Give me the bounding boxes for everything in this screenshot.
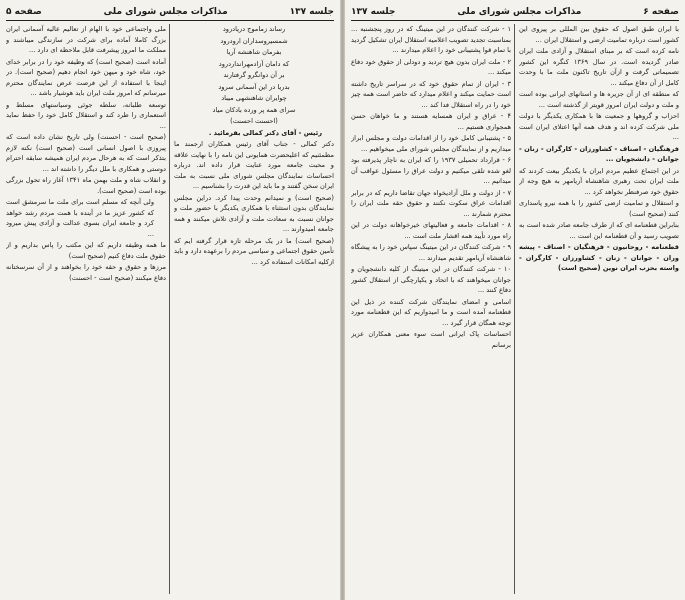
resolution-item: ۹ - شرکت کنندگان در این میتینگ سپاس خود را به پیشگاه شاهنشاه آریامهر تقدیم میدارند ... xyxy=(351,243,511,262)
speech-paragraph: ولی آنچه که مسلم است برای ملت ما سرمشق است که کشور عزیز ما در آینده با همت مردم رشد خواهد کرد و جامعه ایران بسوی عدالت و آزادی پیش میرود ... xyxy=(6,198,154,238)
speech-paragraph: بنابراین قطعنامه ای که از طرف جامعه صادر شده است به تصویب رسید و آن قطعنامه این است ... xyxy=(519,221,679,240)
right-page-header xyxy=(351,4,679,21)
speech-paragraph: با ایران طبق اصول که حقوق بین المللی بر پیروی این کشور است درباره تمامیت ارضی و استقلال ایران ... xyxy=(519,25,679,44)
left-page-columns xyxy=(6,24,334,594)
right-page-columns xyxy=(351,24,679,594)
poem-line: سرای همه پر ورده بادکان میاد xyxy=(212,105,296,114)
speech-paragraph: ما همه وظیفه داریم که این مکتب را پاس بداریم و از حقوق ملت دفاع کنیم (صحیح است) xyxy=(6,241,166,260)
left-page-session: جلسه ۱۳۷ xyxy=(289,7,334,17)
resolution-heading: قطعنامه - روحانیون - فرهنگیان - اصناف - پیشه وران - جوانان - زنان - کشاورزان - کارگران - واسته بحزب ایران نوین (صحیح است) xyxy=(519,243,679,272)
speech-paragraph: مرزها و حقوق و حقه خود را بخواهند و از آن سرسختانه دفاع میکنند (صحیح است - احسنت) xyxy=(6,263,166,282)
left-page-header xyxy=(6,4,334,21)
left-page-number: صفحه ۵ xyxy=(6,7,42,17)
poem-line: چوایران شاهنشهی میباد xyxy=(221,94,287,102)
right-page-left-column xyxy=(351,24,511,594)
speech-paragraph: نامه کرده است که بر مبنای استقلال و آزادی ملت ایران صادر گردیده است. در سال ۱۳۶۹ کنگره این کشور تصمیماتی گرفت و ازآن تاریخ تاکنون ملت ما با وحدت کامل از آن دفاع میکند ... xyxy=(519,47,679,87)
left-page xyxy=(0,0,340,600)
right-page xyxy=(345,0,685,600)
left-page-left-column xyxy=(6,24,166,594)
speech-paragraph: در این اجتماع عظیم مردم ایران با یکدیگر بیعت کردند که ملت ایران تحت رهبری شاهنشاه آریامهر به هیچ وجه از حقوق خود صرفنظر نخواهد کرد ... xyxy=(519,166,679,196)
right-page-session: جلسه ۱۳۷ xyxy=(351,7,396,17)
resolution-item: ۵ - پشتیبانی کامل خود را از اقدامات دولت و مجلس ابراز میداریم و از نمایندگان مجلس شورای ملی میخواهیم ... xyxy=(351,134,511,153)
speech-paragraph: احزاب و گروهها و جمعیت ها با همکاری یکدیگر با دولت ملی شرکت کرده اند و هدف همه آنها اعتلای ایران است ... xyxy=(519,112,679,141)
resolution-item: ۳ - ایران از تمام حقوق خود که در سراسر تاریخ داشته است حمایت میکند و اعلام میدارد که حاضر است همه چیز خود را در راه استقلال فدا کند ... xyxy=(351,79,511,109)
column-divider xyxy=(169,24,170,594)
poem-line: بدریا در این آسمانی سرود xyxy=(218,82,290,91)
speech-paragraph: (صحیح است) ما در یک مرحله تازه قرار گرفته ایم که تأمین حقوق اجتماعی و سیاسی مردم را برعهده دارد و باید ازکلیه امکانات استفاده کرد ... xyxy=(174,236,334,266)
speech-paragraph: ملی واجتماعی خود با الهام از تعالیم عالیه آسمانی ایران بزرگ کاملا آماده برای شرکت در سازندگی میباشند و مملکت ما امروز پیشرفت قابل ملاحظه ای دارد ... xyxy=(6,25,166,54)
speech-paragraph: اسامی و امضای نمایندگان شرکت کننده در ذیل این قطعنامه آمده است و ما امیدواریم که این قطعنامه مورد توجه همگان قرار گیرد ... xyxy=(351,297,511,327)
poem-line: بفرمان شاهنشه آریا xyxy=(226,48,282,56)
speech-paragraph: دکتر کمالی - جناب آقای رئیس همکاران ارجمند ما مطمئنیم که اعلیحضرت همایونی این نامه را با نهایت علاقه و محبت جامعه مورد عنایت قرار داده اند. درباره احساسات نمایندگان مجلس شورای ملی نسبت به ملت ایران سخن گفتند و ما باید این قدرت را بشناسیم ... xyxy=(174,140,334,190)
speech-paragraph: توسعه طلبانه، سلطه جوئی وسیاستهای مسلط و استعماری را طرد کند و استقلال کامل خود را حفظ نماید ... xyxy=(6,100,166,130)
resolution-item: ۸ - اقدامات جامعه و فعالیتهای خیرخواهانه دولت در این راه مورد تأیید همه اقشار ملت است ... xyxy=(351,221,511,240)
speech-paragraph: که منطقه ای از آن جزیره ها و استانهای ایرانی بوده است و ملت و دولت ایران امروز قویتر از گذشته است ... xyxy=(519,90,679,109)
speech-paragraph: احساسات پاک ایرانی است سوء معنی همکاران عزیز برسانم xyxy=(351,330,511,349)
column-divider xyxy=(514,24,515,594)
right-page-number: صفحه ۶ xyxy=(643,7,679,17)
right-page-title: مذاکرات مجلس شورای ملی xyxy=(457,7,582,17)
resolution-item: ۶ - قرارداد تحمیلی ۱۹۳۷ را که ایران به ناچار پذیرفته بود لغو شده تلقی میکنیم و دولت عراق را مسئول عواقب آن میدانیم ... xyxy=(351,156,511,185)
resolution-item: ۲ - ملت ایران بدون هیچ تردید و دودلی از حقوق خود دفاع میکند ... xyxy=(351,57,511,76)
poem-line: شمسیروسداران ارودرود xyxy=(220,36,288,45)
left-page-title: مذاکرات مجلس شورای ملی xyxy=(103,7,228,17)
speech-paragraph: (صحیح است) و نمیدانم وحدت پیدا کرد. دراین مجلس نمایندگان بدون استثناء با همکاری یکدیگر با حضور ملت و جوانان نسبت به سعادت ملت و آزادی تلاش میکنند و همه جامعه امیدوارند ... xyxy=(174,193,334,233)
speech-paragraph: و انقلاب شاه و ملت بهمن ماه ۱۳۴۱ آغاز راه تحول بزرگی بوده است (صحیح است). xyxy=(6,176,166,195)
poem-line: بر آن دوانگرو گرفتارند xyxy=(223,71,285,79)
speech-paragraph: (صحیح است - احسنت) ولی تاریخ نشان داده است که پیروزی با اصول انسانی است (صحیح است) نکته لازم بتذکر است که به هرحال مردم ایران همیشه سابقه احترام دوستی و همکاری با ملل دیگر را داشته اند ... xyxy=(6,133,166,173)
resolution-item: ۷ - از دولت و ملل آزادیخواه جهان تقاضا داریم که در برابر اقدامات عراق سکوت نکنند و حقوق حقه ملت ایران را محترم شمارند ... xyxy=(351,188,511,218)
speech-paragraph: و استقلال و تمامیت ارضی کشور را با همه نیرو پاسداری کنند (صحیح است) xyxy=(519,199,679,218)
right-page-right-column xyxy=(519,24,679,594)
applause-note: (احسنت احسنت) xyxy=(230,117,278,125)
speech-paragraph: فرهنگیان - اصناف - کشاورزان - کارگران - زنان - جوانان - دانشجویان ... xyxy=(519,144,679,163)
speaker-line: رئیس - آقای دکتر کمالی بفرمائید . xyxy=(208,128,322,137)
left-page-right-column xyxy=(174,24,334,594)
resolution-item: ۱ - شرکت کنندگان در این میتینگ که در روز پنجشنبه ... بمناسبت تجدید تصویب اعلامیه استقلال ایران تشکیل گردید با تمام قوا پشتیبانی خود را اعلام میدارند ... xyxy=(351,25,511,54)
resolution-item: ۱۰ - شرکت کنندگان در این میتینگ از کلیه دانشجویان و جوانان میخواهند که با اتحاد و یکپارچگی از استقلال کشور دفاع کنند ... xyxy=(351,265,511,294)
resolution-item: ۴ - عراق و ایران همسایه هستند و ما خواهان حسن همجواری هستیم ... xyxy=(351,112,511,131)
speech-paragraph: آماده است (صحیح است) که وظیفه خود را در برابر خدای خود، شاه خود و میهن خود انجام دهیم (صحیح است). در اینجا با استفاده از این فرصت عرض نمایندگان محترم میرسانم که امروز ملت ایران باید هوشیار باشد ... xyxy=(6,57,166,97)
poem-line: رساند زماموج دریادرود xyxy=(222,25,286,33)
poem-line: که دامان آزادمهرانداردرود xyxy=(218,59,290,68)
